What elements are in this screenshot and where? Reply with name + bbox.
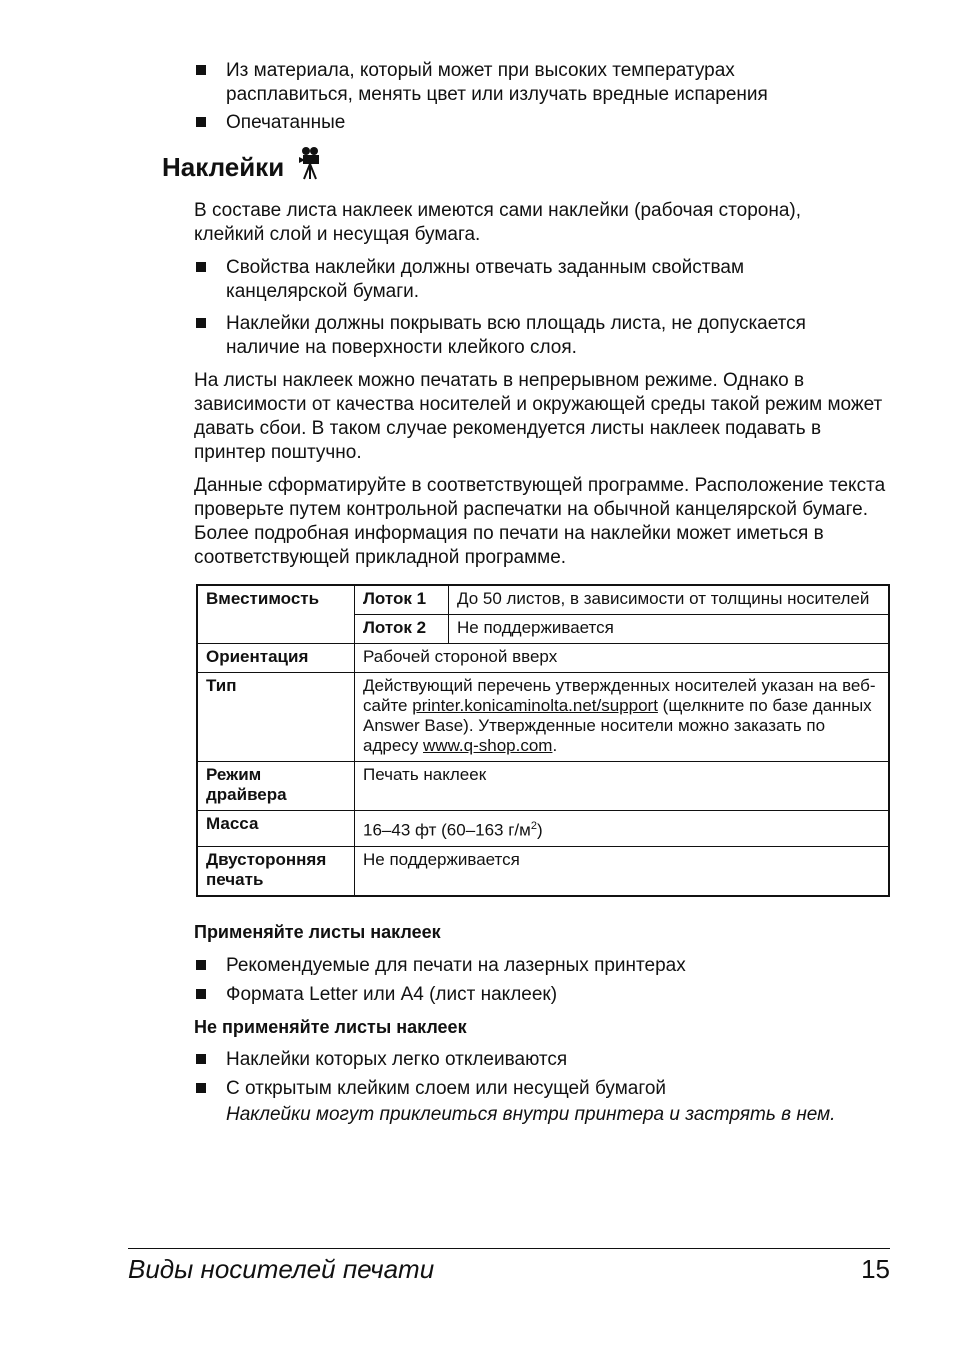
bullet-square-icon [196,989,206,999]
weight-text: 16–43 фт (60–163 г/м [363,820,531,840]
table-cell-label: Тип [197,673,355,762]
italic-note: Наклейки могут приклеиться внутри принтера и застрять в нем. [226,1104,836,1125]
footer-divider [128,1248,890,1249]
table-row [197,644,889,673]
table-cell-label: Лоток 2 [355,615,449,644]
list-item-text: Свойства наклейки должны отвечать заданным свойствам канцелярской бумаги. [226,257,745,302]
table-cell-label: Ориентация [197,644,355,673]
paragraph: Данные сформатируйте в соответствующей программе. Расположение текста проверьте путем контрольной распечатки на обычной канцелярской бумаге. Более подробная информация по печати на наклейки может иметься в соответствующей прикладной программе. [194,475,886,568]
section-heading [162,146,323,185]
type-text: . [552,736,558,755]
table-cell-value [355,673,890,762]
table-row [197,673,889,762]
table-cell-value: Печать наклеек [355,762,890,811]
list-item-text: С открытым клейким слоем или несущей бумагой [226,1078,667,1099]
list-item-text: Из материала, который может при высоких температурах расплавиться, менять цвет или излучать вредные испарения [226,60,768,105]
section-title: Наклейки [162,152,285,182]
weight-text: ) [536,820,543,840]
table-cell-value: Рабочей стороной вверх [355,644,890,673]
footer-title: Виды носителей печати [128,1254,435,1284]
list-item-text: Наклейки которых легко отклеиваются [226,1049,568,1070]
type-text: Действующий перечень утвержденных носителей указан на веб-сайте [363,676,876,715]
list-item-text: Опечатанные [226,112,346,133]
table-row [197,811,889,847]
bullet-square-icon [196,65,206,75]
shop-link[interactable]: www.q-shop.com [423,736,553,755]
table-cell-label: Масса [197,811,355,847]
type-text: (щелкните по базе данных Answer Base). Утвержденные носители можно заказать по адресу [363,696,872,755]
subheading: Применяйте листы наклеек [194,922,441,942]
intro-paragraph: В составе листа наклеек имеются сами наклейки (рабочая сторона), клейкий слой и несущая бумага. [194,200,802,245]
table-cell-value [355,811,890,847]
list-item-text: Наклейки должны покрывать всю площадь листа, не допускается наличие на поверхности клейкого слоя. [226,313,806,358]
specs-table [196,584,890,897]
weight-superscript: 2 [530,820,537,832]
table-cell-label: Режим драйвера [197,762,355,811]
table-row [197,585,889,615]
paragraph: На листы наклеек можно печатать в непрерывном режиме. Однако в зависимости от качества носителей и окружающей среды такой режим может давать сбои. В таком случае рекомендуется листы наклеек подавать в принтер поштучно. [194,370,883,463]
bullet-square-icon [196,960,206,970]
table-row [197,846,889,896]
table-cell-value: Не поддерживается [449,615,890,644]
camera-icon [297,146,323,180]
bullet-square-icon [196,318,206,328]
bullet-square-icon [196,262,206,272]
list-item-text: Рекомендуемые для печати на лазерных принтерах [226,955,686,976]
bullet-square-icon [196,117,206,127]
list-item-text: Формата Letter или A4 (лист наклеек) [226,984,558,1005]
table-cell-value: До 50 листов, в зависимости от толщины носителей [449,585,890,615]
bullet-square-icon [196,1083,206,1093]
support-link[interactable]: printer.konicaminolta.net/support [412,696,658,715]
bullet-square-icon [196,1054,206,1064]
page-number: 15 [861,1254,890,1284]
subheading: Не применяйте листы наклеек [194,1017,467,1037]
table-cell-label: Вместимость [197,585,355,644]
table-cell-label: Лоток 1 [355,585,449,615]
table-cell-label: Двусторонняя печать [197,846,355,896]
table-row [197,762,889,811]
table-cell-value: Не поддерживается [355,846,890,896]
